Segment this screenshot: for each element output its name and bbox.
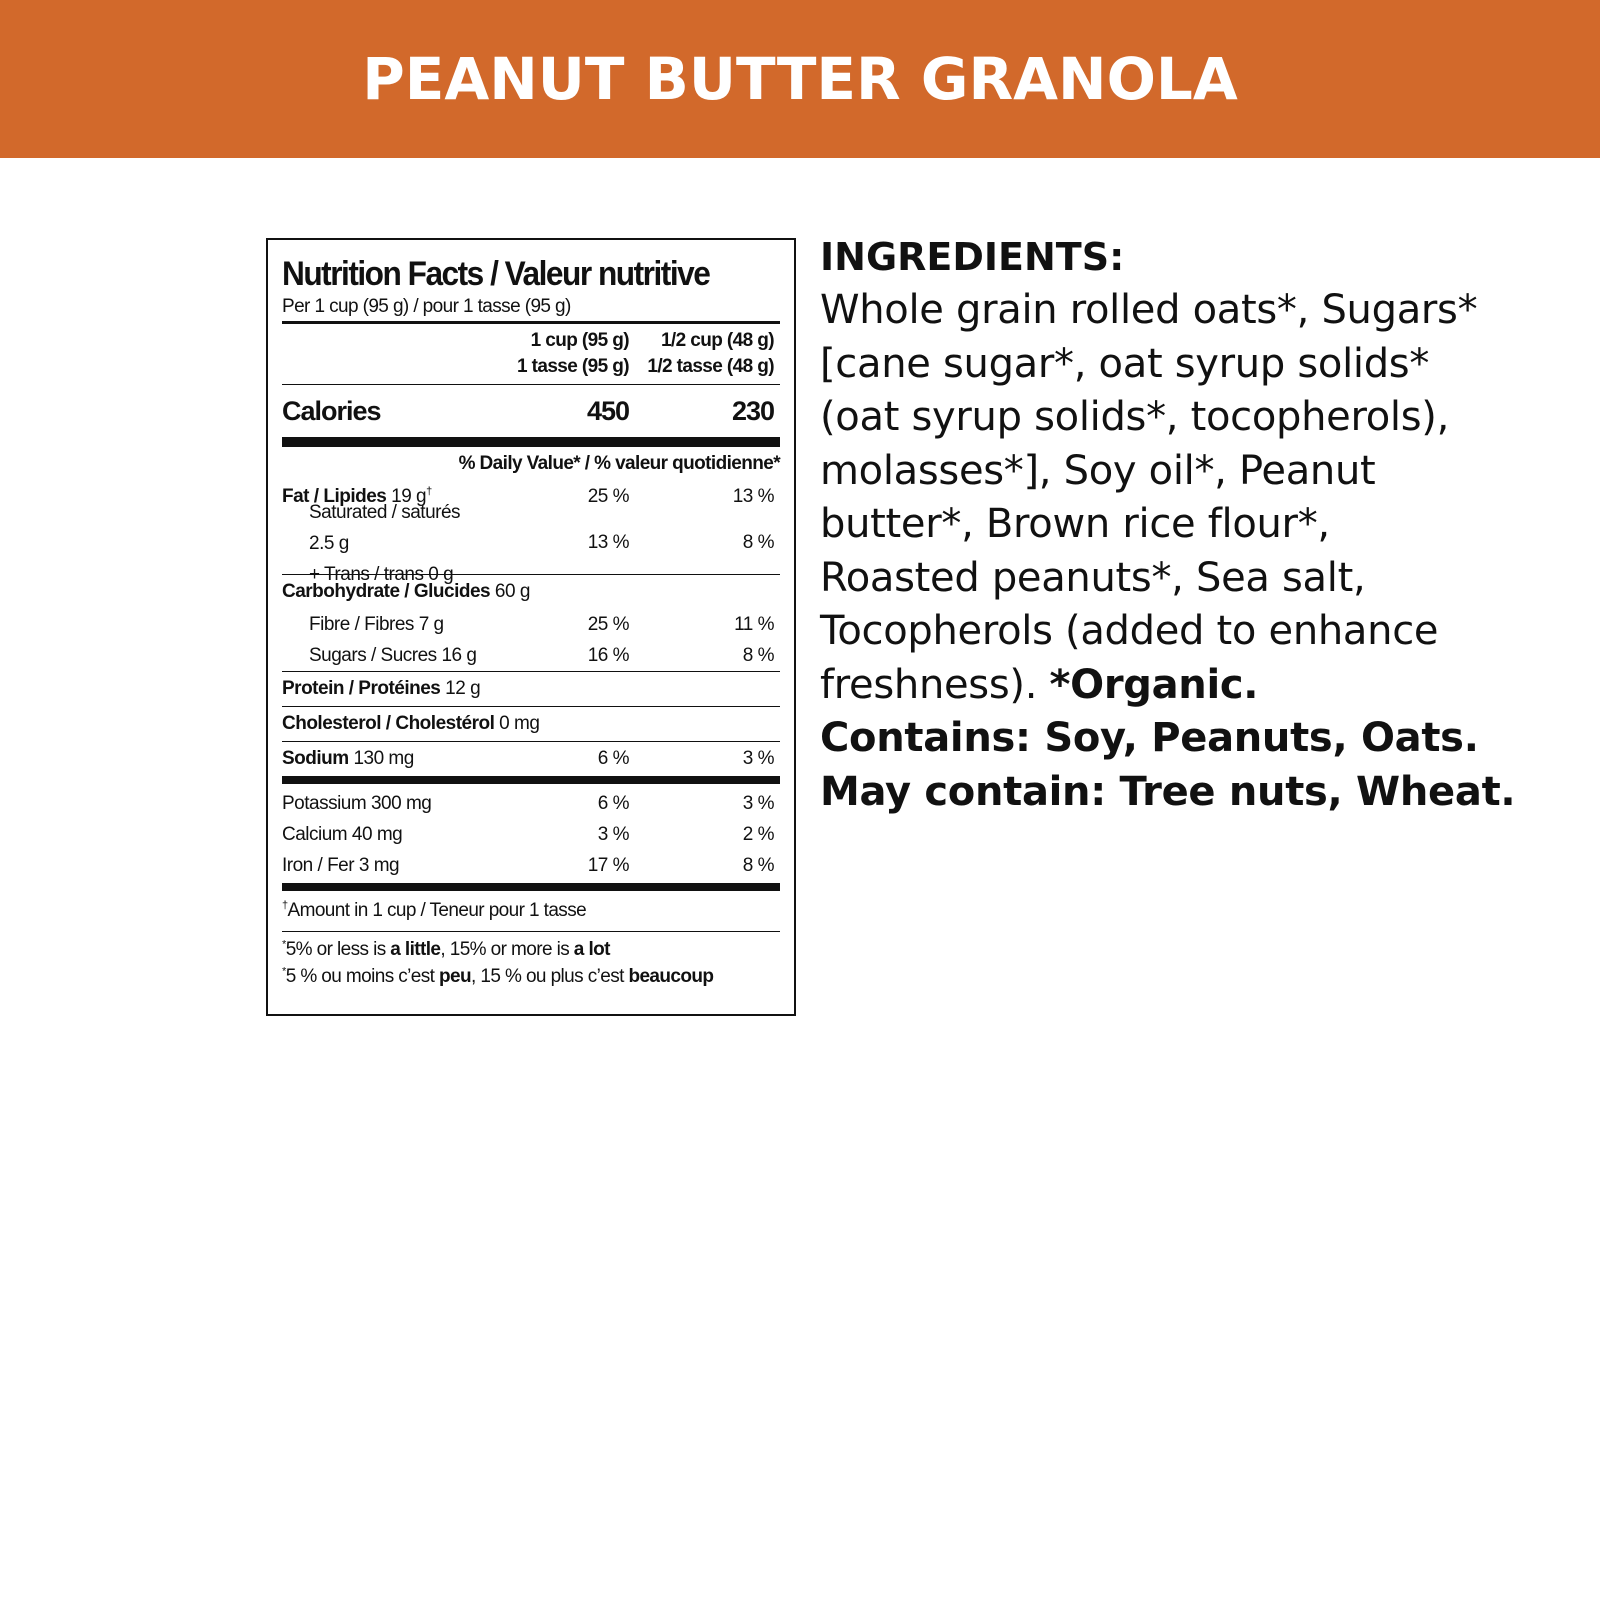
- amount-footnote: [282, 891, 780, 931]
- ingredients-line: (oat syrup solids*, tocopherols),: [820, 394, 1449, 440]
- iron-dv-2: 8 %: [742, 854, 774, 876]
- calories-label: Calories: [282, 395, 381, 426]
- potassium-dv-2: 3 %: [742, 792, 774, 814]
- footnote-french: [282, 963, 780, 990]
- sodium-dv-1: 6 %: [597, 748, 629, 769]
- footnote-en-part: , 15% or more is: [440, 939, 574, 960]
- ingredients-title: INGREDIENTS:: [820, 235, 1125, 279]
- cholesterol-label: Cholesterol / Cholestérol: [282, 713, 495, 734]
- calories-value-2: 230: [731, 395, 774, 426]
- fibre-row: [282, 609, 780, 640]
- fat-label: Fat / Lipides: [282, 485, 387, 507]
- iron-dv-1: 17 %: [587, 854, 629, 876]
- ingredients-line: molasses*], Soy oil*, Peanut: [820, 447, 1376, 494]
- sugars-dv-1: 16 %: [587, 644, 629, 666]
- protein-amount: 12 g: [445, 678, 481, 699]
- footnote-star: *: [282, 965, 286, 978]
- ingredients-line: butter*, Brown rice flour*,: [820, 501, 1330, 547]
- daily-value-label: % Daily Value* / % valeur quotidienne*: [458, 453, 780, 474]
- saturated-trans-row: [282, 501, 780, 585]
- serving-size: Per 1 cup (95 g) / pour 1 tasse (95 g): [282, 296, 571, 317]
- ingredients-line-end: freshness).: [820, 661, 1050, 708]
- calcium-dv-2: 2 %: [742, 823, 774, 845]
- sugars-row: [282, 640, 780, 671]
- calcium-label: Calcium 40 mg: [282, 823, 403, 845]
- footnote-fr-bold: beaucoup: [628, 966, 714, 987]
- fat-dv-2: 13 %: [732, 485, 774, 507]
- amount-footnote-text: Amount in 1 cup / Teneur pour 1 tasse: [287, 900, 587, 921]
- fat-dv-1: 25 %: [587, 485, 629, 507]
- product-title: PEANUT BUTTER GRANOLA: [362, 45, 1238, 113]
- footnote-star: *: [282, 938, 286, 951]
- carb-label: Carbohydrate / Glucides: [282, 581, 491, 602]
- daily-value-footnote: [282, 932, 780, 990]
- divider: [282, 776, 780, 784]
- col1-line1: 1 cup (95 g): [530, 330, 629, 351]
- carb-amount: 60 g: [494, 581, 530, 602]
- potassium-label: Potassium 300 mg: [282, 792, 432, 814]
- sodium-dv-2: 3 %: [742, 748, 774, 769]
- potassium-dv-1: 6 %: [597, 792, 629, 814]
- organic-note: *Organic.: [1049, 661, 1259, 708]
- col1-line2: 1 tasse (95 g): [517, 356, 629, 377]
- sodium-amount: 130 mg: [353, 748, 414, 769]
- ingredients-list: [820, 284, 1580, 819]
- calcium-dv-1: 3 %: [597, 823, 629, 845]
- fibre-dv-2: 11 %: [734, 613, 774, 635]
- footnote-fr-part: 5 % ou moins c’est: [285, 966, 440, 987]
- divider: [282, 437, 780, 447]
- protein-row: [282, 672, 780, 706]
- nutrition-title: Nutrition Facts / Valeur nutritive: [282, 255, 710, 293]
- iron-label: Iron / Fer 3 mg: [282, 854, 400, 876]
- ingredients-line: Tocopherols (added to enhance: [820, 608, 1439, 654]
- sodium-label: Sodium: [282, 748, 349, 769]
- fibre-label: Fibre / Fibres 7 g: [309, 613, 444, 635]
- footnote-fr-bold: peu: [439, 966, 472, 987]
- col2-line1: 1/2 cup (48 g): [660, 330, 774, 351]
- saturated-label: Saturated / saturés 2.5 g: [309, 501, 461, 554]
- cholesterol-row: [282, 707, 780, 741]
- header-banner: [0, 0, 1600, 158]
- calcium-row: [282, 819, 780, 850]
- fat-footnote-mark: †: [426, 485, 432, 498]
- ingredients-line: Roasted peanuts*, Sea salt,: [820, 554, 1366, 601]
- allergen-contains: Contains: Soy, Peanuts, Oats.: [820, 715, 1479, 761]
- ingredients-block: [820, 230, 1580, 819]
- allergen-may-contain: May contain: Tree nuts, Wheat.: [820, 768, 1516, 815]
- ingredients-line: Whole grain rolled oats*, Sugars*: [820, 287, 1478, 333]
- daily-value-header: [282, 447, 780, 481]
- footnote-en-bold: a little: [390, 939, 441, 960]
- divider: [282, 883, 780, 891]
- potassium-row: [282, 788, 780, 819]
- cholesterol-amount: 0 mg: [499, 713, 540, 734]
- protein-label: Protein / Protéines: [282, 678, 441, 699]
- saturated-dv-1: 13 %: [587, 532, 629, 553]
- ingredients-line: [cane sugar*, oat syrup solids*: [820, 340, 1430, 387]
- carbohydrate-row: [282, 575, 780, 609]
- footnote-english: [282, 936, 780, 963]
- sugars-dv-2: 8 %: [742, 644, 774, 666]
- footnote-fr-part: , 15 % ou plus c’est: [471, 966, 629, 987]
- calories-row: [282, 385, 780, 437]
- fibre-dv-1: 25 %: [587, 613, 629, 635]
- iron-row: [282, 850, 780, 881]
- ingredients-line: [820, 659, 1580, 713]
- nutrition-facts-panel: [266, 238, 796, 1016]
- saturated-dv-2: 8 %: [742, 532, 774, 553]
- col2-line2: 1/2 tasse (48 g): [647, 356, 774, 377]
- serving-columns-header: [282, 324, 780, 384]
- trans-label: + Trans / trans 0 g: [309, 563, 454, 585]
- sodium-row: [282, 742, 780, 776]
- footnote-en-part: 5% or less is: [285, 939, 391, 960]
- calories-value-1: 450: [586, 395, 629, 426]
- footnote-en-bold: a lot: [573, 939, 610, 960]
- fat-amount: 19 g: [391, 485, 427, 507]
- sugars-label: Sugars / Sucres 16 g: [309, 644, 477, 666]
- amount-footnote-mark: †: [282, 899, 288, 912]
